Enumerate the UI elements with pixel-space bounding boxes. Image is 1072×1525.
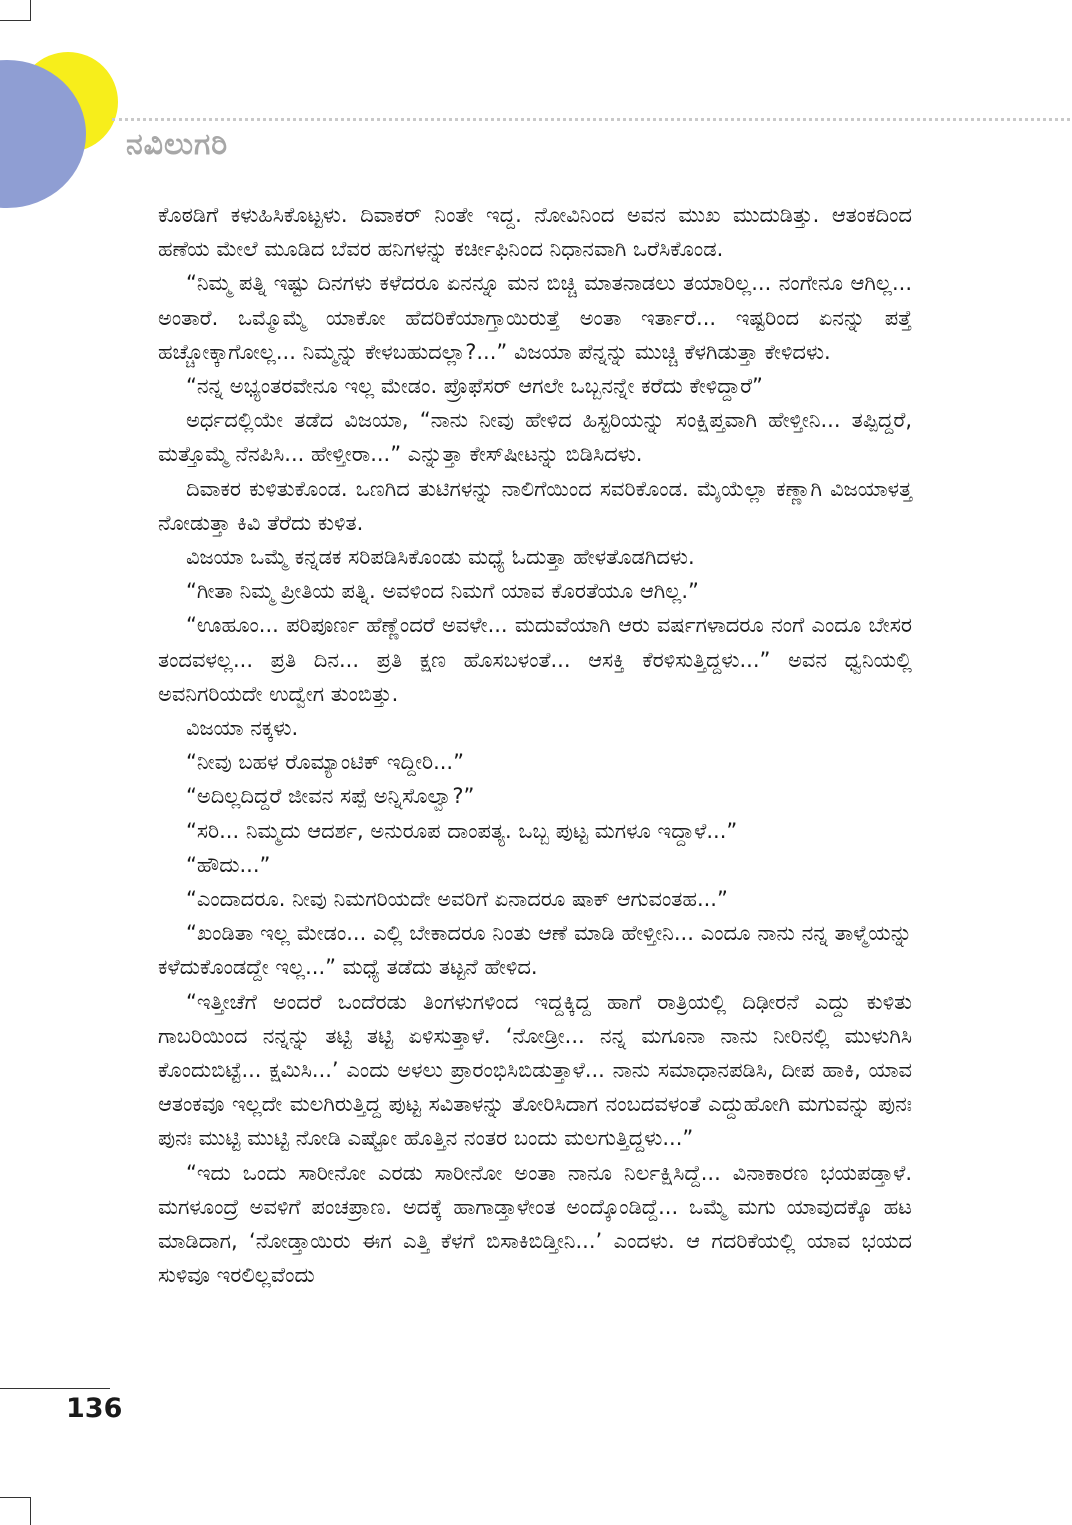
crop-mark-top-vertical: [30, 0, 31, 20]
paragraph: “ಅದಿಲ್ಲದಿದ್ದರೆ ಜೀವನ ಸಪ್ಪೆ ಅನ್ನಿಸೊಲ್ವಾ?”: [186, 784, 475, 809]
paragraph: “ಗೀತಾ ನಿಮ್ಮ ಪ್ರೀತಿಯ ಪತ್ನಿ. ಅವಳಿಂದ ನಿಮಗೆ ಯಾವ ಕೊರತೆಯೂ ಆಗಿಲ್ಲ.”: [186, 579, 699, 604]
paragraph: ವಿಜಯಾ ಒಮ್ಮೆ ಕನ್ನಡಕ ಸರಿಪಡಿಸಿಕೊಂಡು ಮಧ್ಯೆ ಓದುತ್ತಾ ಹೇಳತೊಡಗಿದಳು.: [186, 545, 695, 570]
crop-mark-bottom-horizontal: [0, 1497, 31, 1498]
footer-rule: [0, 1388, 110, 1389]
header-dotted-rule: [112, 118, 1070, 121]
paragraph: ವಿಜಯಾ ನಕ್ಕಳು.: [186, 716, 299, 741]
paragraph: “ಇತ್ತೀಚೆಗೆ ಅಂದರೆ ಒಂದೆರಡು ತಿಂಗಳುಗಳಿಂದ ಇದ್ದಕ್ಕಿದ್ದ ಹಾಗೆ ರಾತ್ರಿಯಲ್ಲಿ ದಿಢೀರನೆ ಎದ್ದು ಕುಳಿತು ಗಾಬರಿಯಿಂದ ನನ್ನನ್ನು ತಟ್ಟಿ ತಟ್ಟಿ ಏಳಿಸುತ್ತಾಳೆ. ‘ನೋಡ್ರೀ... ನನ್ನ ಮಗೂನಾ ನಾನು ನೀರಿನಲ್ಲಿ ಮುಳುಗಿಸಿ ಕೊಂದುಬಿಟ್ಟೆ... ಕ್ಷಮಿಸಿ...’ ಎಂದು ಅಳಲು ಪ್ರಾರಂಭಿಸಿಬಿಡುತ್ತಾಳೆ... ನಾನು ಸಮಾಧಾನಪಡಿಸಿ, ದೀಪ ಹಾಕಿ, ಯಾವ ಆತಂಕವೂ ಇಲ್ಲದೇ ಮಲಗಿರುತ್ತಿದ್ದ ಪುಟ್ಟ ಸವಿತಾಳನ್ನು ತೋರಿಸಿದಾಗ ನಂಬದವಳಂತೆ ಎದ್ದುಹೋಗಿ ಮಗುವನ್ನು ಪುನಃ ಪುನಃ ಮುಟ್ಟಿ ಮುಟ್ಟಿ ನೋಡಿ ಎಷ್ಟೋ ಹೊತ್ತಿನ ನಂತರ ಬಂದು ಮಲಗುತ್ತಿದ್ದಳು...”: [158, 989, 912, 1151]
page-number: 136: [66, 1393, 123, 1424]
paragraph: “ಹೌದು...”: [186, 852, 271, 877]
paragraph: ದಿವಾಕರ ಕುಳಿತುಕೊಂಡ. ಒಣಗಿದ ತುಟಿಗಳನ್ನು ನಾಲಿಗೆಯಿಂದ ಸವರಿಕೊಂಡ. ಮೈಯೆಲ್ಲಾ ಕಣ್ಣಾಗಿ ವಿಜಯಾಳತ್ತ ನೋಡುತ್ತಾ ಕಿವಿ ತೆರೆದು ಕುಳಿತ.: [158, 476, 912, 535]
paragraph: “ಖಂಡಿತಾ ಇಲ್ಲ ಮೇಡಂ... ಎಲ್ಲಿ ಬೇಕಾದರೂ ನಿಂತು ಆಣೆ ಮಾಡಿ ಹೇಳ್ತೀನಿ... ಎಂದೂ ನಾನು ನನ್ನ ತಾಳ್ಮೆಯನ್ನು ಕಳೆದುಕೊಂಡದ್ದೇ ಇಲ್ಲ...” ಮಧ್ಯೆ ತಡೆದು ತಟ್ಟನೆ ಹೇಳಿದ.: [158, 921, 912, 980]
body-text: [158, 198, 912, 1293]
paragraph: ಕೊಠಡಿಗೆ ಕಳುಹಿಸಿಕೊಟ್ಟಳು. ದಿವಾಕರ್ ನಿಂತೇ ಇದ್ದ. ನೋವಿನಿಂದ ಅವನ ಮುಖ ಮುದುಡಿತ್ತು. ಆತಂಕದಿಂದ ಹಣೆಯ ಮೇಲೆ ಮೂಡಿದ ಬೆವರ ಹನಿಗಳನ್ನು ಕರ್ಚೀಫಿನಿಂದ ನಿಧಾನವಾಗಿ ಒರೆಸಿಕೊಂಡ.: [158, 203, 912, 262]
crop-mark-bottom-vertical: [30, 1497, 31, 1525]
paragraph: “ಎಂದಾದರೂ. ನೀವು ನಿಮಗರಿಯದೇ ಅವರಿಗೆ ಏನಾದರೂ ಷಾಕ್ ಆಗುವಂತಹ...”: [186, 887, 728, 912]
paragraph: “ನನ್ನ ಅಭ್ಯಂತರವೇನೂ ಇಲ್ಲ ಮೇಡಂ. ಪ್ರೊಫೆಸರ್ ಆಗಲೇ ಒಬ್ಬನನ್ನೇ ಕರೆದು ಕೇಳಿದ್ದಾರೆ”: [186, 374, 763, 399]
paragraph: “ಊಹೂಂ... ಪರಿಪೂರ್ಣ ಹೆಣ್ಣೆಂದರೆ ಅವಳೇ... ಮದುವೆಯಾಗಿ ಆರು ವರ್ಷಗಳಾದರೂ ನಂಗೆ ಎಂದೂ ಬೇಸರ ತಂದವಳಲ್ಲ... ಪ್ರತಿ ದಿನ... ಪ್ರತಿ ಕ್ಷಣ ಹೊಸಬಳಂತೆ... ಆಸಕ್ತಿ ಕೆರಳಿಸುತ್ತಿದ್ದಳು...” ಅವನ ಧ್ವನಿಯಲ್ಲಿ ಅವನಿಗರಿಯದೇ ಉದ್ವೇಗ ತುಂಬಿತ್ತು.: [158, 613, 912, 706]
paragraph: “ನೀವು ಬಹಳ ರೊಮ್ಯಾಂಟಿಕ್ ಇದ್ದೀರಿ...”: [186, 750, 464, 775]
running-header-title: ನವಿಲುಗರಿ: [126, 127, 229, 162]
paragraph: “ಸರಿ... ನಿಮ್ಮದು ಆದರ್ಶ, ಅನುರೂಪ ದಾಂಪತ್ಯ. ಒಬ್ಬ ಪುಟ್ಟ ಮಗಳೂ ಇದ್ದಾಳೆ...”: [186, 818, 738, 843]
paragraph: “ನಿಮ್ಮ ಪತ್ನಿ ಇಷ್ಟು ದಿನಗಳು ಕಳೆದರೂ ಏನನ್ನೂ ಮನ ಬಿಚ್ಚಿ ಮಾತನಾಡಲು ತಯಾರಿಲ್ಲ... ನಂಗೇನೂ ಆಗಿಲ್ಲ... ಅಂತಾರೆ. ಒಮ್ಮೊಮ್ಮೆ ಯಾಕೋ ಹೆದರಿಕೆಯಾಗ್ತಾಯಿರುತ್ತೆ ಅಂತಾ ಇರ್ತಾರೆ... ಇಷ್ಟರಿಂದ ಏನನ್ನು ಪತ್ತೆ ಹಚ್ಚೋಕ್ಕಾಗೋಲ್ಲ... ನಿಮ್ಮನ್ನು ಕೇಳಬಹುದಲ್ಲಾ?...” ವಿಜಯಾ ಪೆನ್ನನ್ನು ಮುಚ್ಚಿ ಕೆಳಗಿಡುತ್ತಾ ಕೇಳಿದಳು.: [158, 271, 912, 364]
paragraph: ಅರ್ಧದಲ್ಲಿಯೇ ತಡೆದ ವಿಜಯಾ, “ನಾನು ನೀವು ಹೇಳಿದ ಹಿಸ್ಟರಿಯನ್ನು ಸಂಕ್ಷಿಪ್ತವಾಗಿ ಹೇಳ್ತೀನಿ... ತಪ್ಪಿದ್ದರೆ, ಮತ್ತೊಮ್ಮೆ ನೆನಪಿಸಿ... ಹೇಳ್ತೀರಾ...” ಎನ್ನುತ್ತಾ ಕೇಸ್‌ಷೀಟನ್ನು ಬಿಡಿಸಿದಳು.: [158, 408, 912, 467]
crop-mark-top-horizontal: [0, 20, 31, 21]
paragraph: “ಇದು ಒಂದು ಸಾರೀನೋ ಎರಡು ಸಾರೀನೋ ಅಂತಾ ನಾನೂ ನಿರ್ಲಕ್ಷಿಸಿದ್ದೆ... ವಿನಾಕಾರಣ ಭಯಪಡ್ತಾಳೆ. ಮಗಳೂಂದ್ರೆ ಅವಳಿಗೆ ಪಂಚಪ್ರಾಣ. ಅದಕ್ಕೆ ಹಾಗಾಡ್ತಾಳೇಂತ ಅಂದ್ಕೊಂಡಿದ್ದೆ... ಒಮ್ಮೆ ಮಗು ಯಾವುದಕ್ಕೊ ಹಟ ಮಾಡಿದಾಗ, ‘ನೋಡ್ತಾಯಿರು ಈಗ ಎತ್ತಿ ಕೆಳಗೆ ಬಿಸಾಕಿಬಿಡ್ತೀನಿ...’ ಎಂದಳು. ಆ ಗದರಿಕೆಯಲ್ಲಿ ಯಾವ ಭಯದ ಸುಳಿವೂ ಇರಲಿಲ್ಲವೆಂದು: [158, 1160, 912, 1288]
